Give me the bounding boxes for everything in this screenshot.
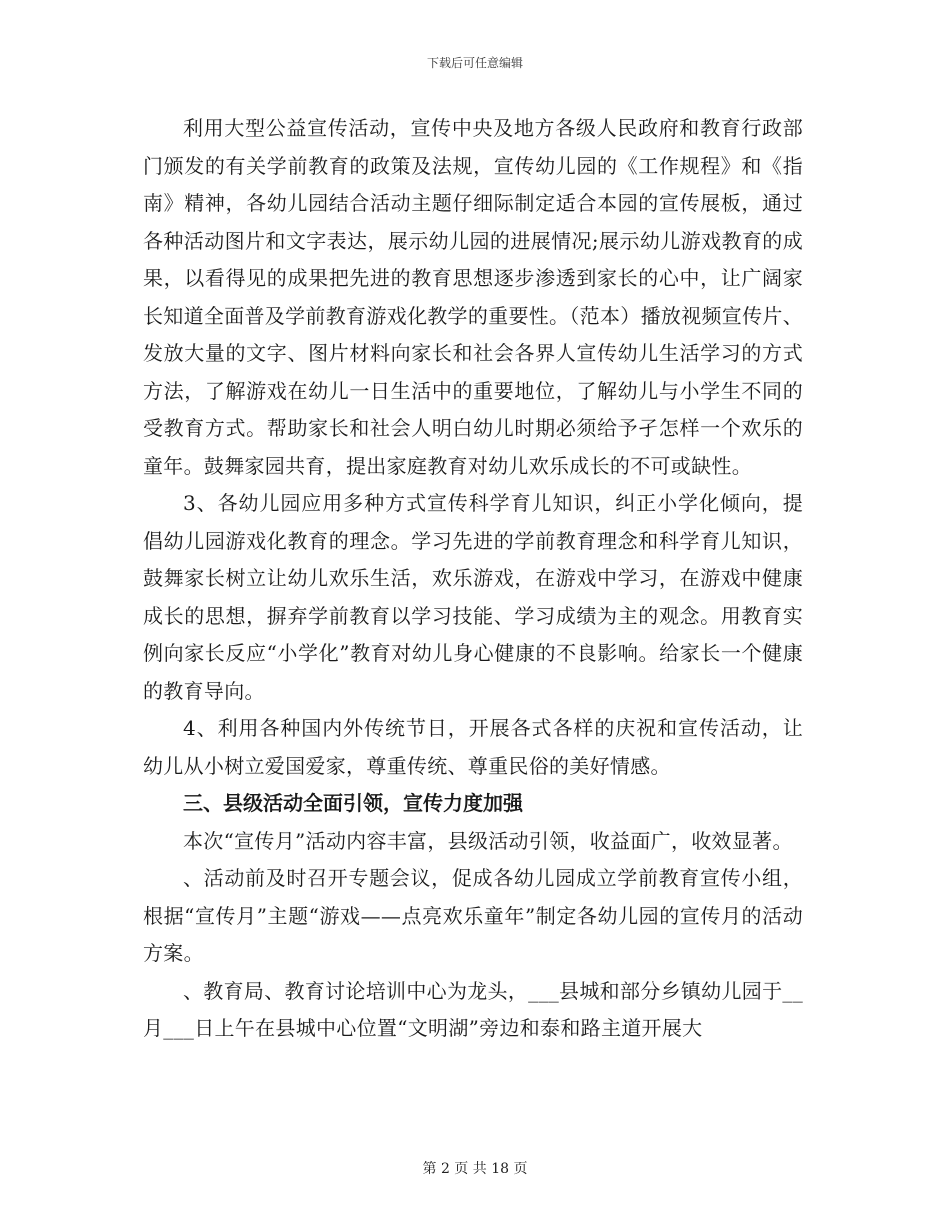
- paragraph-event: 、教育局、教育讨论培训中心为龙头，___县城和部分乡镇幼儿园于__月___日上午在县城中心位置“文明湖”旁边和泰和路主道开展大: [143, 978, 803, 1040]
- paragraph-item-3: 3、各幼儿园应用多种方式宣传科学育儿知识，纠正小学化倾向，提倡幼儿园游戏化教育的理念。学习先进的学前教育理念和科学育儿知识，鼓舞家长树立让幼儿欢乐生活，欢乐游戏，在游戏中学习，在游戏中健康成长的思想，摒弃学前教育以学习技能、学习成绩为主的观念。用教育实例向家长反应“小学化”教育对幼儿身心健康的不良影响。给家长一个健康的教育导向。: [143, 491, 803, 703]
- page-footer: 第 2 页 共 18 页: [422, 1161, 528, 1177]
- paragraph-publicity: 利用大型公益宣传活动，宣传中央及地方各级人民政府和教育行政部门颁发的有关学前教育的政策及法规，宣传幼儿园的《工作规程》和《指南》精神，各幼儿园结合活动主题仔细际制定适合本园的宣传展板，通过各种活动图片和文字表达，展示幼儿园的进展情况;展示幼儿游戏教育的成果，以看得见的成果把先进的教育思想逐步渗透到家长的心中，让广阔家长知道全面普及学前教育游戏化教学的重要性。（范本）播放视频宣传片、发放大量的文字、图片材料向家长和社会各界人宣传幼儿生活学习的方式方法，了解游戏在幼儿一日生活中的重要地位，了解幼儿与小学生不同的受教育方式。帮助家长和社会人明白幼儿时期必须给予孑怎样一个欢乐的童年。鼓舞家园共育，提出家庭教育对幼儿欢乐成长的不可或缺性。: [143, 116, 803, 478]
- paragraph-summary: 本次“宣传月”活动内容丰富，县级活动引领，收益面广，收效显著。: [183, 828, 793, 853]
- page-header: 下载后可任意编辑: [426, 56, 523, 70]
- section-heading: 三、县级活动全面引领，宣传力度加强: [183, 791, 523, 815]
- document-body: [143, 110, 803, 1048]
- paragraph-item-4: 4、利用各种国内外传统节日，开展各式各样的庆祝和宣传活动，让幼儿从小树立爱国爱家，尊重传统、尊重民俗的美好情感。: [143, 716, 803, 778]
- paragraph-meeting: 、活动前及时召开专题会议，促成各幼儿园成立学前教育宣传小组，根据“宣传月”主题“游戏——点亮欢乐童年”制定各幼儿园的宣传月的活动方案。: [143, 866, 803, 965]
